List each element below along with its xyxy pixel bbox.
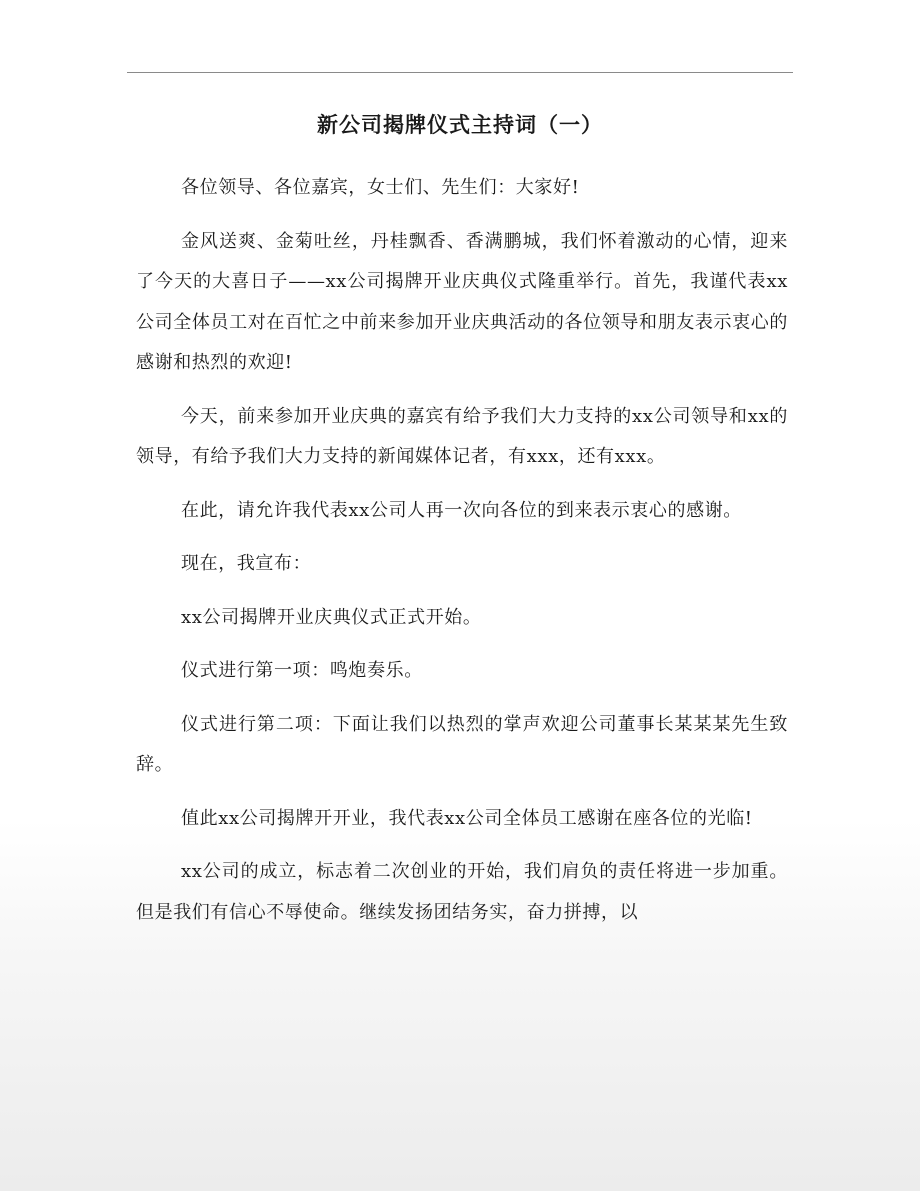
paragraph-ceremony-start: xx公司揭牌开业庆典仪式正式开始。 (181, 606, 482, 628)
header-rule (127, 72, 793, 73)
paragraph-thanks: 在此，请允许我代表xx公司人再一次向各位的到来表示衷心的感谢。 (181, 499, 742, 521)
paragraph-chairman-welcome: 值此xx公司揭牌开开业，我代表xx公司全体员工感谢在座各位的光临! (181, 807, 753, 829)
paragraph-mission: xx公司的成立，标志着二次创业的开始，我们肩负的责任将进一步加重。但是我们有信心不辱使命。继续发扬团结务实，奋力拼搏，以 (136, 861, 788, 923)
paragraph-greeting: 各位领导、各位嘉宾，女士们、先生们：大家好! (181, 177, 580, 198)
paragraph-guests: 今天，前来参加开业庆典的嘉宾有给予我们大力支持的xx公司领导和xx的领导，有给予我们大力支持的新闻媒体记者，有xxx，还有xxx。 (136, 405, 788, 467)
document-title: 新公司揭牌仪式主持词（一） (317, 112, 603, 137)
paragraph-opening: 金风送爽、金菊吐丝，丹桂飘香、香满鹏城，我们怀着激动的心情，迎来了今天的大喜日子——xx公司揭牌开业庆典仪式隆重举行。首先，我谨代表xx公司全体员工对在百忙之中前来参加开业庆典活动的各位领导和朋友表示衷心的感谢和热烈的欢迎! (136, 230, 788, 373)
paragraph-announce: 现在，我宣布： (181, 553, 312, 574)
document-body (136, 168, 788, 946)
paragraph-item-two: 仪式进行第二项：下面让我们以热烈的掌声欢迎公司董事长某某某先生致辞。 (136, 713, 788, 775)
paragraph-item-one: 仪式进行第一项：鸣炮奏乐。 (181, 660, 423, 681)
